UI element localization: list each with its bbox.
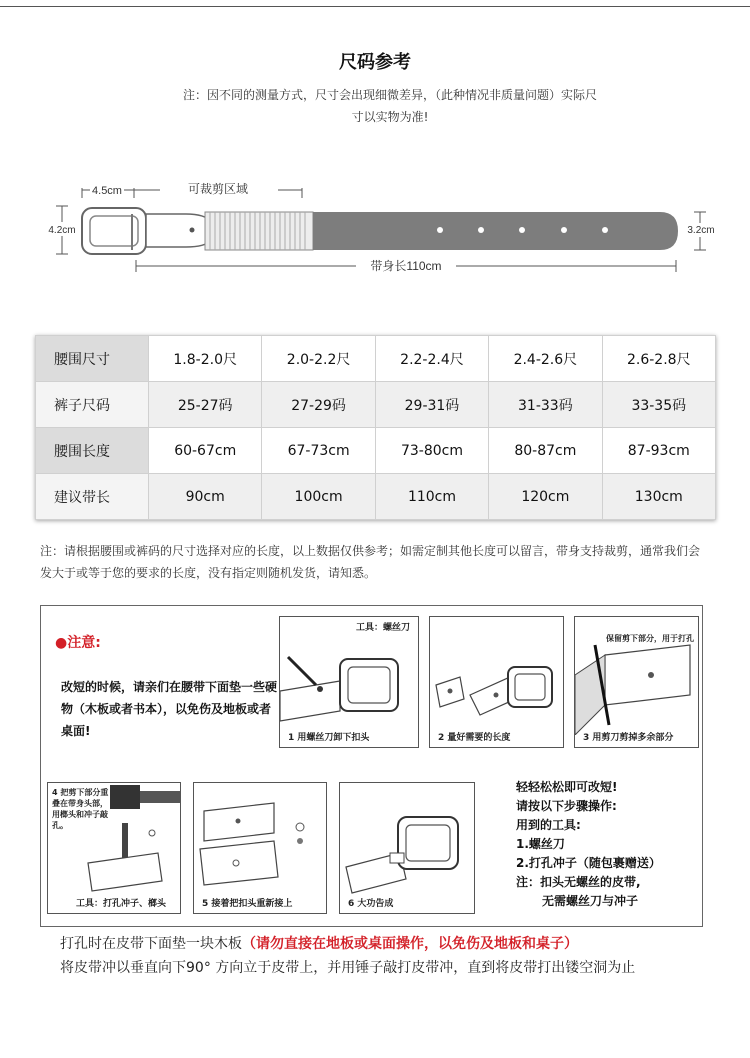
table-cell: 60-67cm [149,428,262,474]
size-note: 注：因不同的测量方式，尺寸会出现细微差异，（此种情况非质量问题）实际尺寸以实物为准! [182,88,597,124]
table-cell: 29-31码 [375,382,488,428]
guide-intro: 改短的时候，请亲们在腰带下面垫一些硬物（木板或者书本），以免伤及地板或者桌面! [61,680,278,738]
step2-caption: 2 量好需要的长度 [438,733,511,743]
table-cell: 2.2-2.4尺 [375,336,488,382]
instruction-line-2: 将皮带冲以垂直向下90° 方向立于皮带上，并用锤子敲打皮带冲，直到将皮带打出镂空洞为止 [60,960,636,976]
table-row [36,428,716,474]
table-cell: 27-29码 [262,382,375,428]
buckle-width-label: 4.5cm [92,185,122,197]
buckle-height-label: 4.2cm [48,225,76,236]
step5-caption: 5 接着把扣头重新接上 [202,899,293,909]
steps-title-2: 请按以下步骤操作: [516,799,617,813]
table-cell: 67-73cm [262,428,375,474]
table-row [36,336,716,382]
step6-illustration [340,787,476,897]
table-cell: 31-33码 [489,382,602,428]
step5-panel [193,782,327,914]
row-header: 腰围长度 [36,428,149,474]
table-cell: 25-27码 [149,382,262,428]
punching-instructions [60,932,700,980]
tool-note-1: 注：扣头无螺丝的皮带, [516,875,641,889]
table-cell: 90cm [149,474,262,520]
step4-note: 4 把剪下部分重叠在带身头部，用榔头和冲子敲孔。 [52,788,109,830]
tool-2: 2.打孔冲子（随包裹赠送） [516,856,661,870]
step3-panel [574,616,699,748]
table-cell: 120cm [489,474,602,520]
step4-tool-caption: 工具：打孔冲子、榔头 [76,899,167,909]
table-row [36,382,716,428]
instruction-prefix: 打孔时在皮带下面垫一块木板 [60,936,242,952]
table-cell: 100cm [262,474,375,520]
table-cell: 130cm [602,474,715,520]
steps-title-1: 轻轻松松即可改短! [516,780,618,794]
row-header: 裤子尺码 [36,382,149,428]
step6-panel [339,782,475,914]
step3-caption: 3 用剪刀剪掉多余部分 [583,733,674,743]
size-table [35,335,716,520]
step1-tool-label: 工具：螺丝刀 [355,623,410,633]
tool-1: 1.螺丝刀 [516,837,565,851]
table-row [36,474,716,520]
top-divider [0,6,750,7]
table-cell: 2.0-2.2尺 [262,336,375,382]
shortening-guide [40,605,703,927]
strap-width-label: 3.2cm [687,225,715,236]
steps-text [516,778,701,911]
length-note: 注：请根据腰围或裤码的尺寸选择对应的长度，以上数据仅供参考；如需定制其他长度可以留言，带身支持裁剪，通常我们会发大于或等于您的要求的长度，没有指定则随机发货，请知悉。 [40,544,701,580]
page-title: 尺码参考 [339,52,411,73]
table-cell: 33-35码 [602,382,715,428]
step2-panel [429,616,564,748]
belt-diagram [0,170,750,290]
step1-panel [279,616,419,748]
attention-heading: ●注意: [55,635,101,651]
tools-title: 用到的工具: [516,818,581,832]
step2-illustration [430,625,565,735]
body-length-label: 带身长110cm [370,259,442,273]
step1-caption: 1 用螺丝刀卸下扣头 [288,733,370,743]
table-cell: 87-93cm [602,428,715,474]
table-cell: 1.8-2.0尺 [149,336,262,382]
step1-illustration [280,631,420,731]
cut-zone-label: 可裁剪区域 [187,182,249,196]
step4-illustration [48,783,182,893]
step3-note: 保留剪下部分，用于打孔 [606,634,694,643]
tool-note-2: 无需螺丝刀与冲子 [542,894,639,908]
table-cell: 2.6-2.8尺 [602,336,715,382]
instruction-warning: （请勿直接在地板或桌面操作，以免伤及地板和桌子） [242,936,578,952]
row-header: 建议带长 [36,474,149,520]
row-header: 腰围尺寸 [36,336,149,382]
step3-illustration [575,635,700,735]
instruction-line-1 [60,932,700,956]
table-cell: 80-87cm [489,428,602,474]
step5-illustration [194,787,328,897]
table-cell: 110cm [375,474,488,520]
table-cell: 73-80cm [375,428,488,474]
step4-panel [47,782,181,914]
step6-caption: 6 大功告成 [348,899,394,909]
table-cell: 2.4-2.6尺 [489,336,602,382]
